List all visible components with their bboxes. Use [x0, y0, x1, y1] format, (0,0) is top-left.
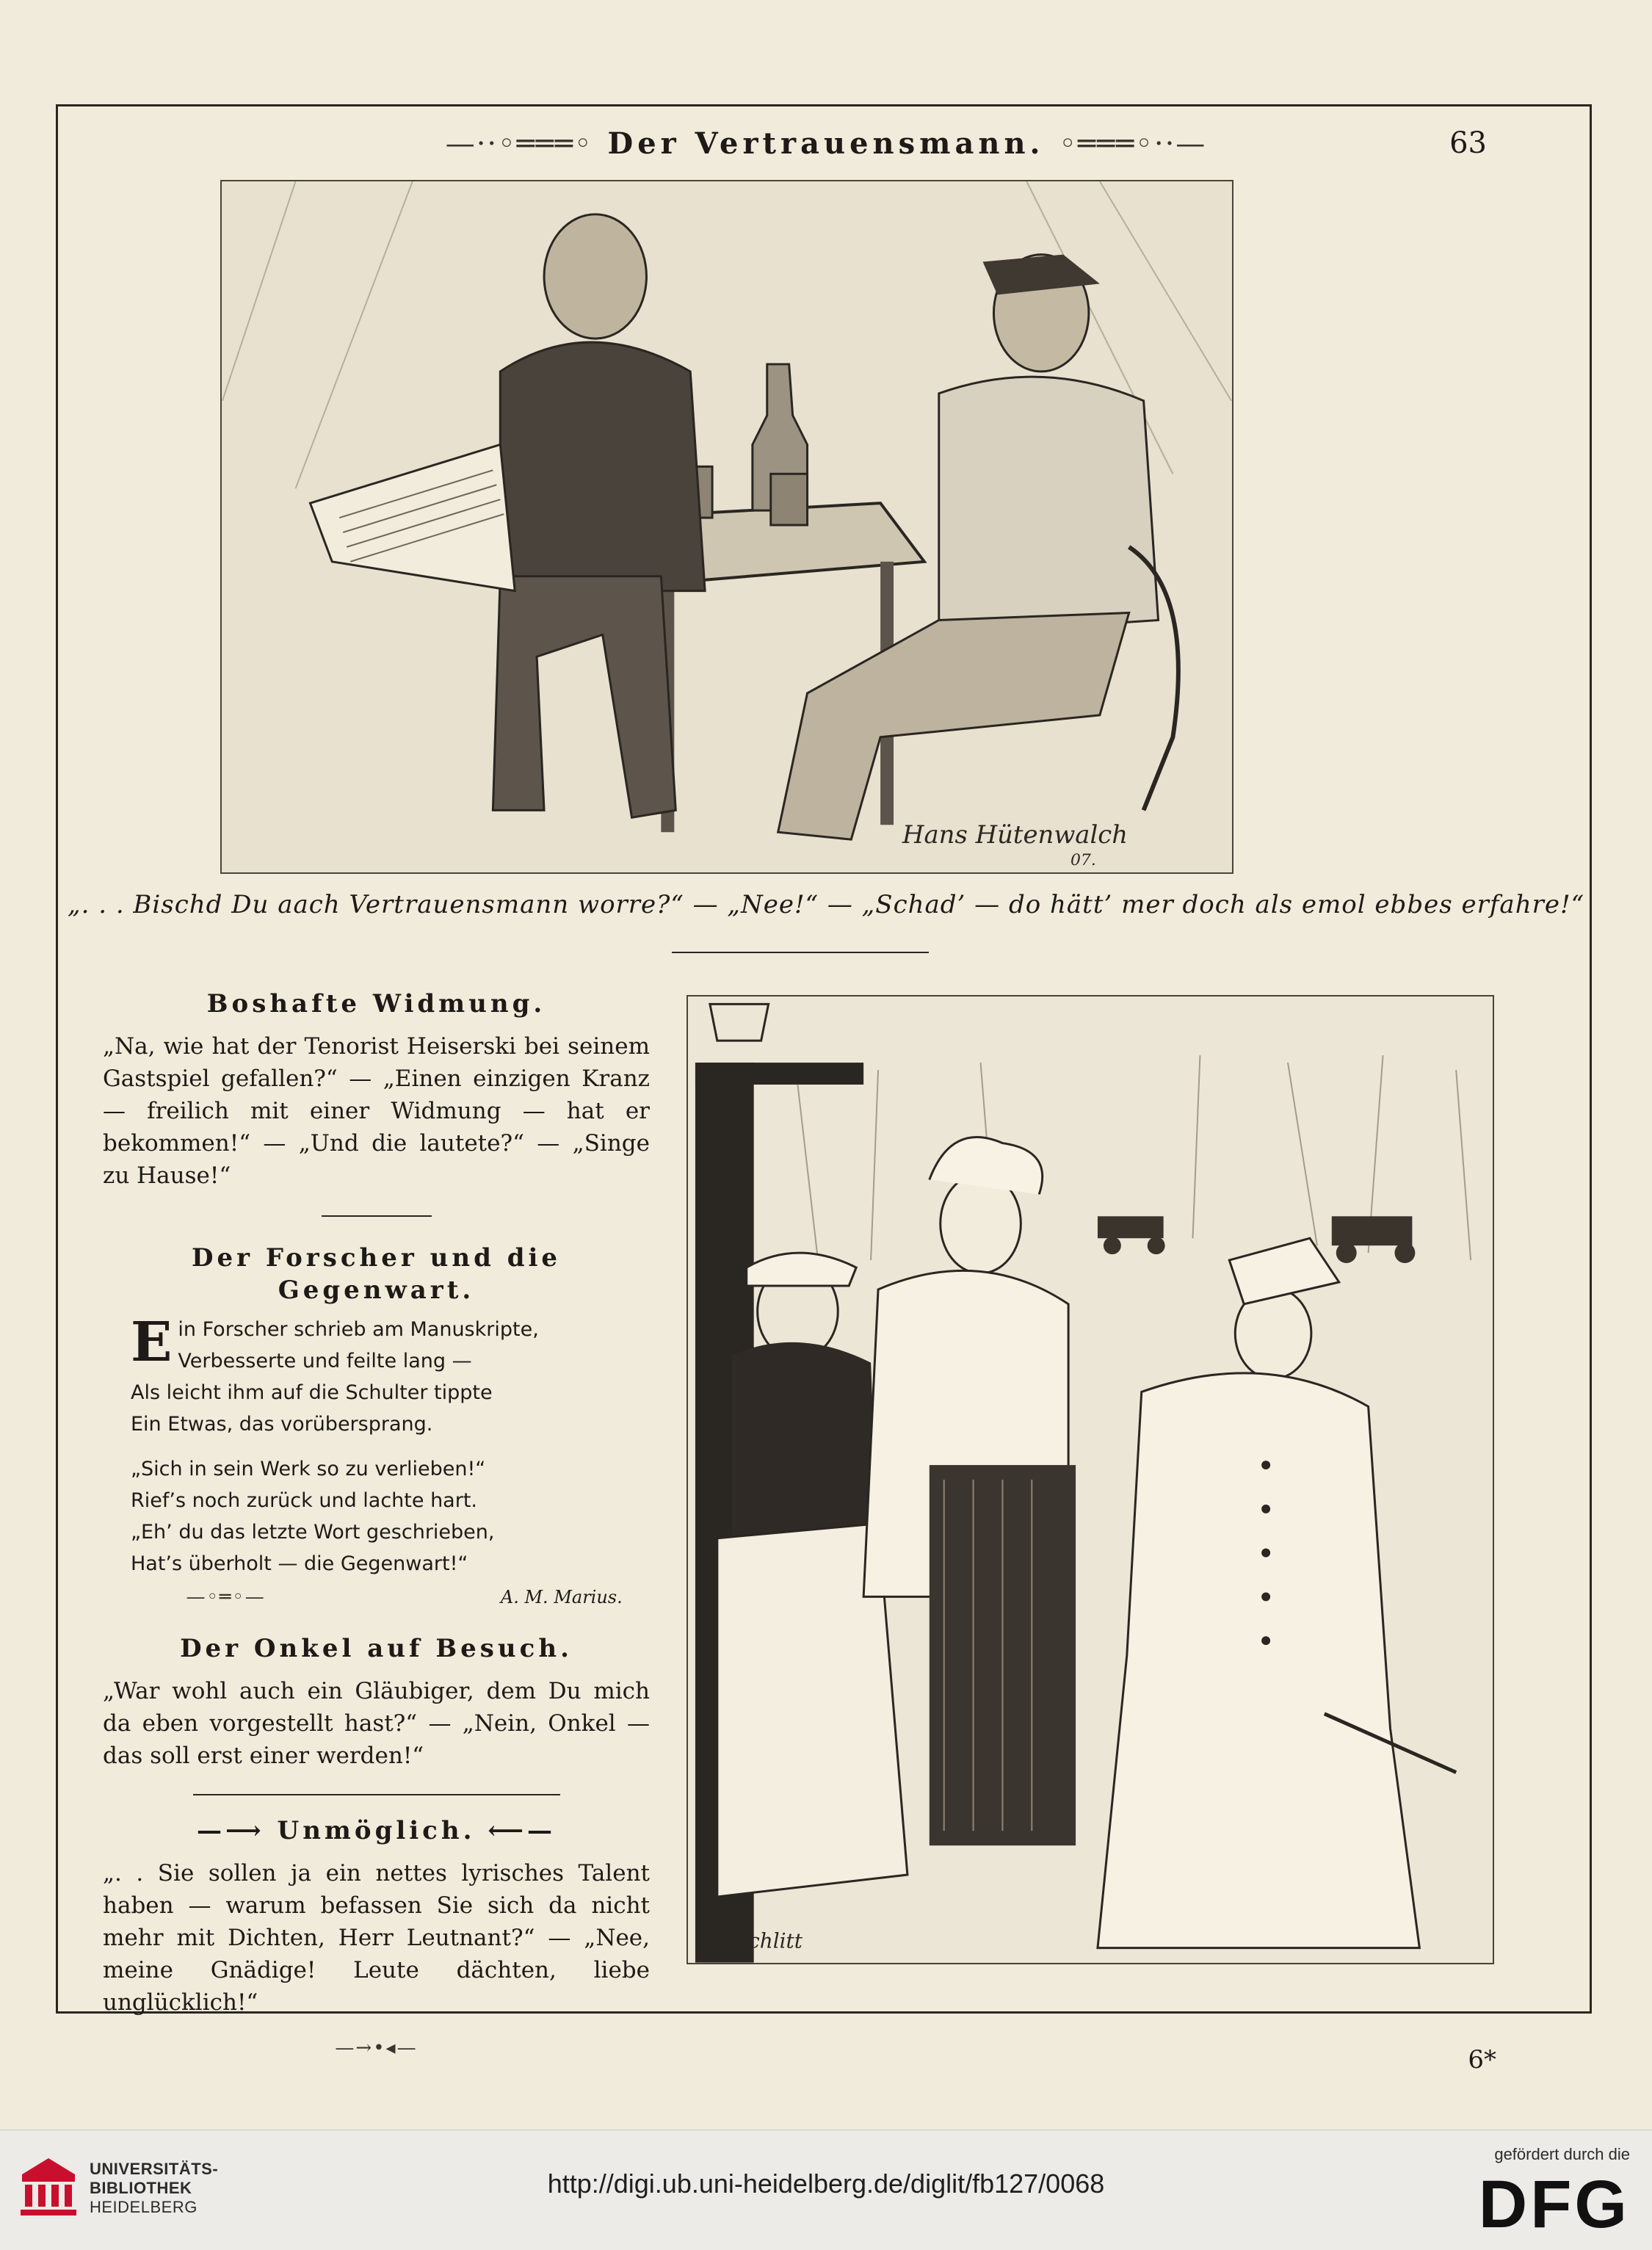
header-ornament-left: —··◦═══◦ [445, 127, 593, 161]
poem-line: „Sich in sein Werk so zu verlieben!“ [131, 1458, 486, 1480]
poem-stanza-2 [131, 1453, 650, 1580]
title-forscher: Der Forscher und die Gegenwart. [191, 1243, 562, 1305]
text-column [103, 988, 650, 2064]
tavern-scene-drawing [222, 181, 1232, 872]
section-rule [193, 1794, 560, 1795]
artist-signature-top: Hans Hütenwalch [902, 820, 1128, 850]
library-name-line2: BIBLIOTHEK [90, 2179, 192, 2197]
text-unmoeglich: „. . Sie sollen ja ein nettes lyrisches Talent haben — warum befassen Sie sich da nicht mehr mit Dichten, Herr Leutnant?“ — „Nee, meine Gnädige! Leute dächten, liebe unglücklich!“ [103, 1860, 650, 2016]
end-ornament: —→•◂— [335, 2037, 418, 2059]
illustration-tavern [220, 180, 1233, 874]
footer-bar [0, 2130, 1652, 2250]
running-header [0, 126, 1652, 161]
artist-signature-year: 07. [1070, 851, 1096, 870]
caption-rule [672, 952, 929, 953]
poem-forscher [131, 1311, 650, 1580]
text-onkel: „War wohl auch ein Gläubiger, dem Du mich da eben vorgestellt hast?“ — „Nein, Onkel — das soll erst einer werden!“ [103, 1678, 650, 1769]
page-number: 63 [1449, 126, 1487, 160]
poem-author: A. M. Marius. [500, 1587, 623, 1607]
title-onkel: Der Onkel auf Besuch. [180, 1634, 573, 1663]
funded-by-label: gefördert durch die [1494, 2145, 1630, 2163]
poem-line: „Eh’ du das letzte Wort geschrieben, [131, 1521, 495, 1544]
section-rule [322, 1215, 432, 1217]
poem-line: Verbesserte und feilte lang — [178, 1350, 472, 1372]
poem-line: in Forscher schrieb am Manuskripte, [178, 1318, 539, 1341]
poem-line: Ein Etwas, das vorübersprang. [131, 1413, 433, 1436]
poem-stanza-1 [131, 1311, 650, 1440]
illustration-sleigh [686, 995, 1494, 1964]
title-unmoeglich: —⟶ Unmöglich. ⟵— [196, 1816, 557, 1845]
poem-dropcap: E [131, 1311, 173, 1374]
sleigh-scene-drawing [688, 996, 1493, 1963]
poem-line: Hat’s überholt — die Gegenwart!“ [131, 1552, 468, 1575]
dfg-logo[interactable]: DFG [1478, 2167, 1630, 2242]
sheet-number: 6* [1468, 2045, 1496, 2074]
header-title: Der Vertrauensmann. [607, 126, 1045, 161]
poem-line: Rief’s noch zurück und lachte hart. [131, 1489, 477, 1512]
library-name-line3: HEIDELBERG [90, 2198, 198, 2216]
illustration-caption: „. . . Bischd Du aach Vertrauensmann worre?“ — „Nee!“ — „Schad’ — do hätt’ mer doch als emol ebbes erfahre!“ [67, 890, 1585, 919]
header-ornament-right: ◦═══◦··— [1059, 127, 1207, 161]
text-boshafte-widmung: „Na, wie hat der Tenorist Heiserski bei seinem Gastspiel gefallen?“ — „Einen einzigen Kranz — freilich mit einer Widmung — hat er bekommen!“ — „Und die lautete?“ — „Singe zu Hause!“ [103, 1033, 650, 1189]
poem-ornament: —◦═◦— [186, 1586, 266, 1608]
artist-signature-bottom: H.Schlitt [709, 1928, 803, 1953]
title-boshafte-widmung: Boshafte Widmung. [206, 989, 546, 1019]
library-name-line1: UNIVERSITÄTS- [90, 2160, 219, 2178]
permalink-url[interactable]: http://digi.ub.uni-heidelberg.de/diglit/fb127/0068 [547, 2168, 1105, 2199]
poem-line: Als leicht ihm auf die Schulter tippte [131, 1381, 493, 1404]
